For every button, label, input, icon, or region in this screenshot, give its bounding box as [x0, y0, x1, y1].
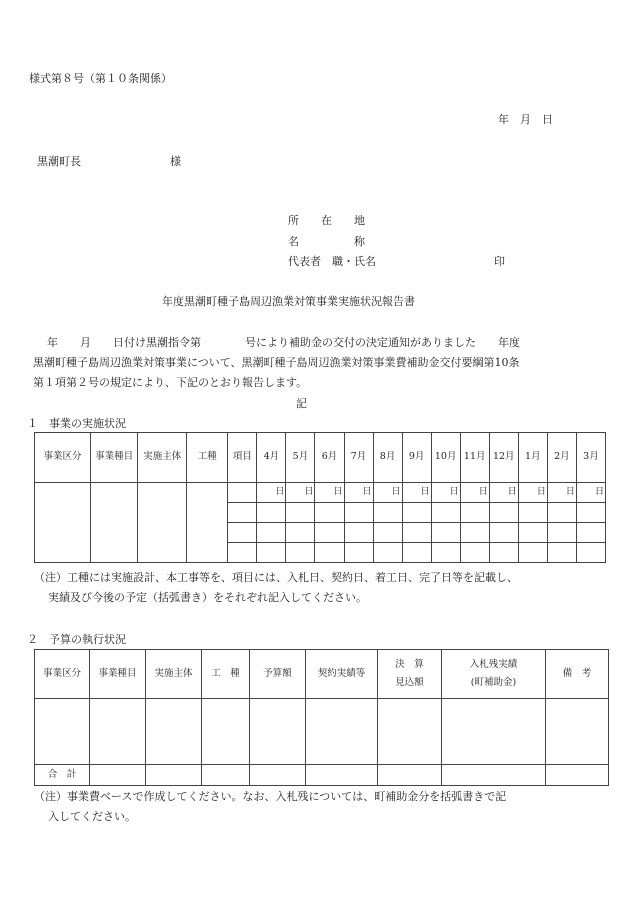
- section2-note-line-2: 入してください。: [48, 810, 136, 823]
- table-cell[interactable]: [250, 699, 306, 765]
- column-header: 3月: [576, 433, 605, 483]
- body-line-1: 年 月 日付け黒潮指令第 号により補助金の交付の決定通知がありました 年度: [47, 336, 520, 349]
- table-cell[interactable]: [286, 503, 315, 523]
- table-header-row: [35, 650, 609, 699]
- table-cell[interactable]: [373, 543, 402, 563]
- column-header: 予算額: [250, 650, 306, 699]
- table-cell[interactable]: [546, 765, 609, 786]
- table-cell[interactable]: [306, 765, 378, 786]
- column-header: 11月: [460, 433, 489, 483]
- day-cell[interactable]: 日: [518, 483, 547, 503]
- table-cell[interactable]: [138, 483, 187, 563]
- table-cell[interactable]: [228, 483, 257, 503]
- table-cell[interactable]: [431, 543, 460, 563]
- table-cell[interactable]: [402, 543, 431, 563]
- column-header: 6月: [315, 433, 344, 483]
- honorific: 様: [170, 155, 181, 168]
- day-cell[interactable]: 日: [286, 483, 315, 503]
- table-cell[interactable]: [489, 503, 518, 523]
- column-header-settlement: [378, 650, 442, 699]
- column-header: 契約実績等: [306, 650, 378, 699]
- total-row: [35, 765, 609, 786]
- column-header: 事業種目: [90, 650, 146, 699]
- table-row: [35, 483, 606, 503]
- table-cell[interactable]: [286, 523, 315, 543]
- bid-label-line-2: (町補助金): [470, 677, 517, 688]
- column-header: 項目: [228, 433, 257, 483]
- column-header: 4月: [257, 433, 286, 483]
- settlement-label-line-2: 見込額: [395, 677, 424, 688]
- table-cell[interactable]: [546, 699, 609, 765]
- table-cell[interactable]: [373, 503, 402, 523]
- table-cell[interactable]: [90, 765, 146, 786]
- total-label: 合 計: [35, 765, 90, 786]
- table-row: [35, 699, 609, 765]
- table-cell[interactable]: [518, 523, 547, 543]
- column-header: 1月: [518, 433, 547, 483]
- column-header: 事業区分: [35, 650, 90, 699]
- table-cell[interactable]: [228, 503, 257, 523]
- table-cell[interactable]: [228, 523, 257, 543]
- column-header-bid-remainder: [442, 650, 546, 699]
- section2-heading: ２ 予算の執行状況: [27, 633, 126, 646]
- day-cell[interactable]: 日: [547, 483, 576, 503]
- table-cell[interactable]: [489, 543, 518, 563]
- table-cell[interactable]: [402, 523, 431, 543]
- table-cell[interactable]: [202, 765, 250, 786]
- column-header: 事業区分: [35, 433, 91, 483]
- table-cell[interactable]: [576, 503, 605, 523]
- table-cell[interactable]: [344, 503, 373, 523]
- table-cell[interactable]: [315, 503, 344, 523]
- table-cell[interactable]: [90, 699, 146, 765]
- day-cell[interactable]: 日: [257, 483, 286, 503]
- table-cell[interactable]: [378, 765, 442, 786]
- table-cell[interactable]: [518, 503, 547, 523]
- column-header: 備 考: [546, 650, 609, 699]
- table-cell[interactable]: [91, 483, 138, 563]
- day-cell[interactable]: 日: [344, 483, 373, 503]
- name-label: 名 称: [288, 235, 365, 248]
- representative-label: 代表者 職・氏名: [288, 255, 376, 268]
- seal-mark: 印: [494, 255, 505, 268]
- form-number: 様式第８号（第１０条関係）: [29, 72, 172, 85]
- table-cell[interactable]: [489, 523, 518, 543]
- table-cell[interactable]: [344, 543, 373, 563]
- column-header: 10月: [431, 433, 460, 483]
- table-cell[interactable]: [228, 543, 257, 563]
- table-cell[interactable]: [146, 699, 202, 765]
- table-cell[interactable]: [576, 523, 605, 543]
- day-cell[interactable]: 日: [373, 483, 402, 503]
- table-cell[interactable]: [257, 523, 286, 543]
- section1-heading: １ 事業の実施状況: [27, 417, 126, 430]
- table-cell[interactable]: [547, 543, 576, 563]
- day-cell[interactable]: 日: [402, 483, 431, 503]
- ki-mark: 記: [296, 397, 307, 410]
- table-cell[interactable]: [460, 523, 489, 543]
- table-cell[interactable]: [344, 523, 373, 543]
- column-header: 工種: [187, 433, 228, 483]
- body-line-3: 第１項第２号の規定により、下記のとおり報告します。: [33, 376, 308, 389]
- table-cell[interactable]: [35, 483, 91, 563]
- day-cell[interactable]: 日: [576, 483, 605, 503]
- table-cell[interactable]: [257, 543, 286, 563]
- column-header: 実施主体: [138, 433, 187, 483]
- table-cell[interactable]: [257, 503, 286, 523]
- settlement-label-line-1: 決 算: [395, 658, 424, 670]
- bid-label-line-1: 入札残実績: [469, 658, 518, 670]
- addressee: 黒潮町長: [37, 155, 81, 168]
- day-cell[interactable]: 日: [431, 483, 460, 503]
- table-cell[interactable]: [547, 523, 576, 543]
- implementation-status-table: [34, 432, 606, 563]
- table-cell[interactable]: [460, 543, 489, 563]
- table-cell[interactable]: [402, 503, 431, 523]
- table-cell[interactable]: [547, 503, 576, 523]
- table-cell[interactable]: [146, 765, 202, 786]
- day-cell[interactable]: 日: [460, 483, 489, 503]
- body-line-2: 黒潮町種子島周辺漁業対策事業について、黒潮町種子島周辺漁業対策事業費補助金交付要綱第10条: [33, 356, 520, 369]
- table-cell[interactable]: [431, 503, 460, 523]
- table-cell[interactable]: [250, 765, 306, 786]
- column-header: 5月: [286, 433, 315, 483]
- document-title: 年度黒潮町種子島周辺漁業対策事業実施状況報告書: [162, 295, 415, 308]
- column-header: 12月: [489, 433, 518, 483]
- column-header: 事業種目: [91, 433, 138, 483]
- day-cell[interactable]: 日: [315, 483, 344, 503]
- section1-note-line-1: （注）工種には実施設計、本工事等を、項目には、入札日、契約日、着工日、完了日等を記載し、: [34, 571, 518, 584]
- table-cell[interactable]: [306, 699, 378, 765]
- table-cell[interactable]: [378, 699, 442, 765]
- table-header-row: [35, 433, 606, 483]
- column-header: 2月: [547, 433, 576, 483]
- column-header: 実施主体: [146, 650, 202, 699]
- address-label: 所 在 地: [288, 214, 365, 227]
- table-cell[interactable]: [442, 699, 546, 765]
- table-cell[interactable]: [460, 503, 489, 523]
- table-cell[interactable]: [576, 543, 605, 563]
- table-cell[interactable]: [315, 543, 344, 563]
- table-cell[interactable]: [431, 523, 460, 543]
- table-cell[interactable]: [35, 699, 90, 765]
- budget-execution-table: [34, 649, 609, 786]
- table-cell[interactable]: [315, 523, 344, 543]
- table-cell[interactable]: [202, 699, 250, 765]
- column-header: 7月: [344, 433, 373, 483]
- table-cell[interactable]: [187, 483, 228, 563]
- section1-note-line-2: 実績及び今後の予定（括弧書き）をそれぞれ記入してください。: [48, 591, 367, 604]
- day-cell[interactable]: 日: [489, 483, 518, 503]
- column-header: 工 種: [202, 650, 250, 699]
- section2-note-line-1: （注）事業費ベースで作成してください。なお、入札残については、町補助金分を括弧書きで記: [34, 790, 507, 803]
- table-cell[interactable]: [518, 543, 547, 563]
- date-line: 年 月 日: [498, 113, 553, 126]
- column-header: 8月: [373, 433, 402, 483]
- column-header: 9月: [402, 433, 431, 483]
- table-cell[interactable]: [373, 523, 402, 543]
- table-cell[interactable]: [286, 543, 315, 563]
- table-cell[interactable]: [442, 765, 546, 786]
